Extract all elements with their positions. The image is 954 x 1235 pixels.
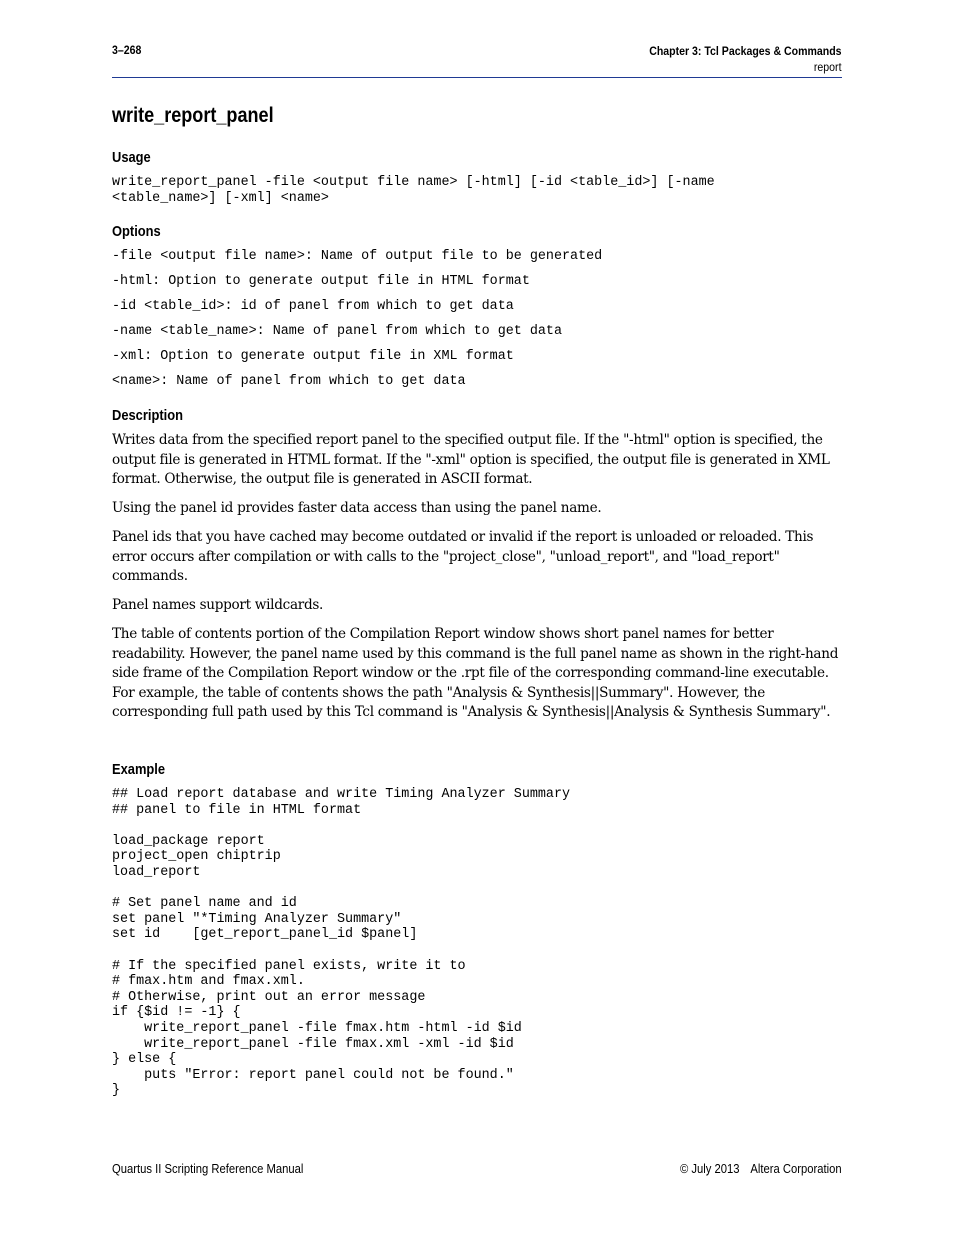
running-header [650, 43, 842, 75]
option-item: -html: Option to generate output file in HTML format [112, 274, 530, 289]
page-number: 3–268 [112, 43, 142, 57]
option-item: -file <output file name>: Name of output file to be generated [112, 249, 603, 264]
header-rule [112, 77, 842, 78]
option-item: -name <table_name>: Name of panel from which to get data [112, 324, 562, 339]
description-paragraph: Panel names support wildcards. [112, 597, 324, 613]
option-item: <name>: Name of panel from which to get data [112, 374, 466, 389]
option-item: -xml: Option to generate output file in XML format [112, 349, 514, 364]
description-paragraph: The table of contents portion of the Compilation Report window shows short panel names for better readability. However, the panel name used by this command is the full panel name as shown in the right-hand side frame of the Compilation Report window or the .rpt file of the corresponding command-line executable. For example, the table of contents shows the path "Analysis & Synthesis||Summary". However, the corresponding full path used by this Tcl command is "Analysis & Synthesis||Analysis & Synthesis Summary". [112, 626, 839, 720]
section-name: report [814, 60, 842, 74]
description-heading: Description [112, 407, 183, 424]
example-code: ## Load report database and write Timing Analyzer Summary ## panel to file in HTML format load_package report project_open chiptrip load_report # Set panel name and id set panel "*Timing Analyzer Summary" set id [get_report_panel_id $panel] # If the specified panel exists, write it to # fmax.htm and fmax.xml. # Otherwise, print out an error message if {$id != -1} { write_report_panel -file fmax.htm -html -id $id write_report_panel -file fmax.xml -xml -id $id } else { puts "Error: report panel could not be found." } [112, 787, 571, 1099]
copyright [680, 1162, 842, 1176]
option-item: -id <table_id>: id of panel from which to get data [112, 299, 514, 314]
page-title: write_report_panel [112, 104, 274, 127]
usage-code: write_report_panel -file <output file name> [-html] [-id <table_id>] [-name <table_name>] [-xml] <name> [112, 175, 715, 206]
example-heading: Example [112, 761, 166, 778]
manual-title: Quartus II Scripting Reference Manual [112, 1162, 304, 1176]
description-paragraph: Writes data from the specified report panel to the specified output file. If the "-html" option is specified, the output file is generated in HTML format. If the "-xml" option is specified, the output file is generated in XML format. Otherwise, the output file is generated in ASCII format. [112, 432, 830, 487]
usage-heading: Usage [112, 149, 151, 166]
copyright-date: © July 2013 [680, 1162, 740, 1176]
options-heading: Options [112, 223, 161, 240]
description-paragraph: Panel ids that you have cached may become outdated or invalid if the report is unloaded or reloaded. This error occurs after compilation or with calls to the "project_close", "unload_report", and "load_report" commands. [112, 529, 814, 584]
company-name: Altera Corporation [750, 1162, 842, 1176]
description-paragraph: Using the panel id provides faster data access than using the panel name. [112, 500, 602, 516]
chapter-title: Chapter 3: Tcl Packages & Commands [649, 44, 842, 58]
